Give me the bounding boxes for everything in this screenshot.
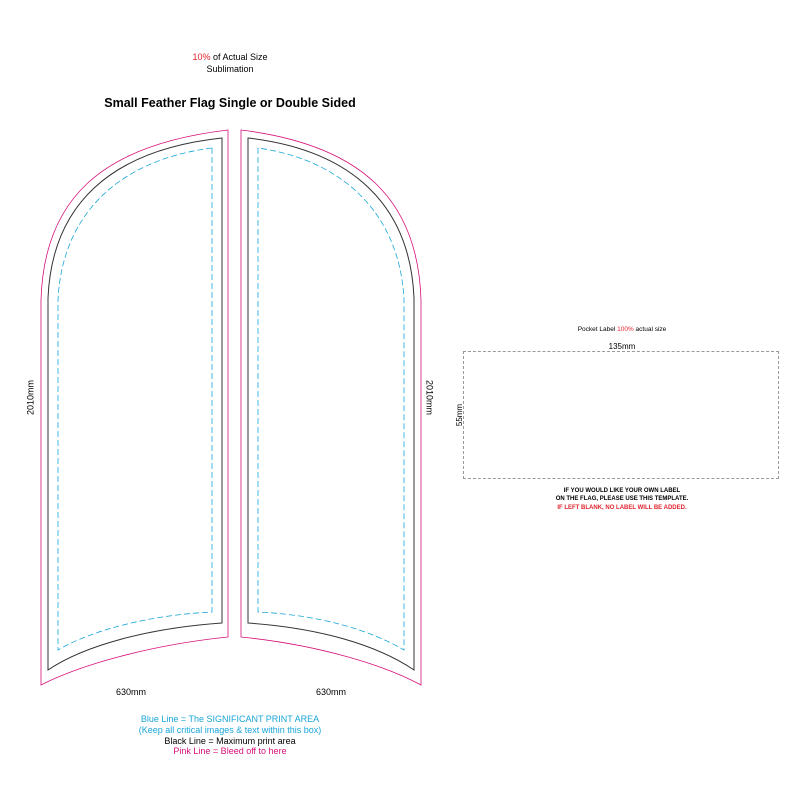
right-flag-side [241,130,421,685]
page-title: Small Feather Flag Single or Double Sided [104,96,356,110]
pocket-label-template-box [463,351,779,479]
left-height-label: 2010mm [25,380,36,416]
left-width-label: 630mm [115,687,146,697]
scale-rest: of Actual Size [210,52,268,62]
legend-pink-line: Pink Line = Bleed off to here [173,746,287,756]
right-height-label: 2010mm [424,379,435,415]
pocket-height-label: 55mm [455,403,464,427]
legend-blue-note: (Keep all critical images & text within this box) [138,725,322,735]
left-black-print-line [48,138,222,670]
right-blue-safe-line [258,148,404,650]
pocket-note-line-1: IF YOU WOULD LIKE YOUR OWN LABEL [563,488,681,494]
pocket-label-title [522,326,722,334]
pocket-note-line-3: IF LEFT BLANK, NO LABEL WILL BE ADDED. [557,505,687,511]
right-width-label: 630mm [315,687,346,697]
left-flag-side [41,130,228,685]
print-method: Sublimation [206,64,254,74]
right-black-print-line [248,138,414,670]
legend-blue-line: Blue Line = The SIGNIFICANT PRINT AREA [140,714,320,724]
left-blue-safe-line [58,148,212,650]
left-pink-bleed-line [41,130,228,685]
scale-percent: 10% [192,52,211,62]
pocket-title-post: actual size [633,326,667,333]
pocket-title-pre: Pocket Label [577,326,618,333]
pocket-note-line-2: ON THE FLAG, PLEASE USE THIS TEMPLATE. [555,496,689,502]
pocket-width-label: 135mm [608,342,636,351]
right-pink-bleed-line [241,130,421,685]
pocket-title-percent: 100% [617,326,634,333]
legend-black-line: Black Line = Maximum print area [164,736,296,746]
